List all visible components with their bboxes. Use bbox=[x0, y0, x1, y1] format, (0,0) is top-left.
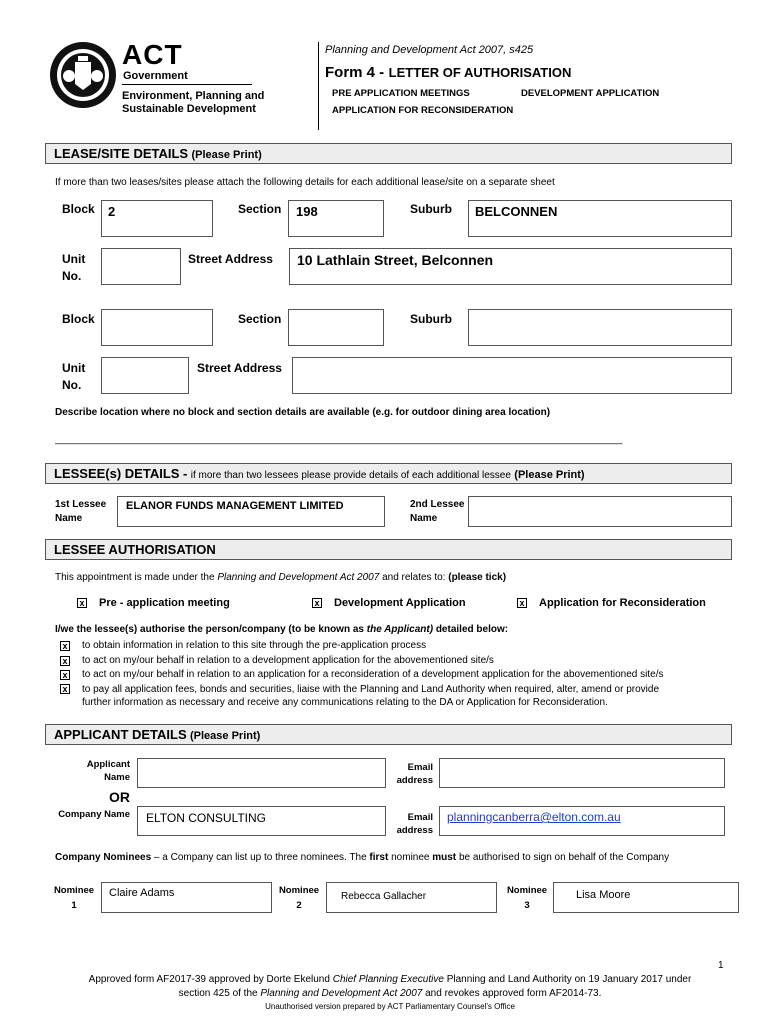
applicant-name-label bbox=[70, 758, 130, 784]
site1-unit-label-2: No. bbox=[62, 269, 82, 283]
nominee-1-name: Claire Adams bbox=[109, 887, 175, 899]
email-label-2 bbox=[390, 811, 433, 837]
nominee-1-field[interactable] bbox=[101, 882, 272, 913]
nominee-3-label bbox=[505, 883, 549, 913]
nominee-2-number: 2 bbox=[296, 900, 302, 911]
site1-street-field[interactable] bbox=[289, 248, 732, 285]
site2-unit-field[interactable] bbox=[101, 357, 189, 394]
applicant-section-title: APPLICANT DETAILS bbox=[54, 727, 187, 742]
authority-item-4-continued: further information as necessary and receive any communications relating to the DA or Application for Reconsideration. bbox=[82, 697, 608, 708]
nominee-2-name: Rebecca Gallacher bbox=[341, 891, 427, 902]
development-checkbox[interactable]: x bbox=[312, 598, 322, 608]
first-lessee-field[interactable] bbox=[117, 496, 385, 527]
department-line-1: Environment, Planning and bbox=[122, 90, 265, 102]
site1-street-label: Street Address bbox=[188, 252, 273, 266]
applicant-name-field[interactable] bbox=[137, 758, 386, 788]
first-lessee-label-1: 1st Lessee bbox=[55, 499, 107, 510]
lessee-section-header bbox=[45, 463, 732, 484]
company-name-value: ELTON CONSULTING bbox=[146, 811, 267, 825]
authority-item-3-checkbox[interactable]: x bbox=[60, 670, 70, 680]
site1-block-label: Block bbox=[62, 202, 95, 216]
authority-item-1-checkbox[interactable]: x bbox=[60, 641, 70, 651]
site1-unit-label-1: Unit bbox=[62, 252, 86, 266]
appointment-pre: This appointment is made under the bbox=[55, 572, 215, 583]
applicant-name-label-2: Name bbox=[104, 772, 130, 783]
nominee-3-field[interactable] bbox=[553, 882, 739, 913]
form-heading bbox=[325, 64, 571, 82]
authorisation-section-header bbox=[45, 539, 732, 560]
site2-block-field[interactable] bbox=[101, 309, 213, 346]
authorise-post: detailed below: bbox=[435, 624, 509, 635]
lease-instruction: If more than two leases/sites please attach the following details for each additional lease/site on a separate sheet bbox=[55, 177, 555, 188]
applicant-section-subtitle: (Please Print) bbox=[190, 730, 261, 742]
authorise-pre: I/we the lessee(s) authorise the person/company (to be known as bbox=[55, 624, 364, 635]
approval-text-1: Approved form AF2017-39 approved by Dorte Ekelund bbox=[88, 974, 330, 985]
form-title: LETTER OF AUTHORISATION bbox=[388, 65, 572, 80]
first-lessee-value: ELANOR FUNDS MANAGEMENT LIMITED bbox=[126, 500, 344, 512]
describe-location-label: Describe location where no block and section details are available (e.g. for outdoor dining area location) bbox=[55, 407, 551, 418]
logo-act-text: ACT bbox=[122, 39, 183, 70]
site1-block-field[interactable] bbox=[101, 200, 213, 237]
authority-item-1: to obtain information in relation to this site through the pre-application process bbox=[82, 640, 427, 651]
reconsideration-label: Application for Reconsideration bbox=[539, 597, 706, 609]
approval-text-2: Planning and Land Authority on 19 January 2017 under bbox=[446, 974, 692, 985]
lease-section-header bbox=[45, 143, 732, 164]
authority-item-3: to act on my/our behalf in relation to an application for a reconsideration of a development application for the abovementioned site/s bbox=[82, 669, 664, 680]
email-label-1-line-2: address bbox=[396, 775, 433, 786]
option-reconsideration: APPLICATION FOR RECONSIDERATION bbox=[332, 105, 514, 116]
company-email-field[interactable] bbox=[439, 806, 725, 836]
header-divider bbox=[318, 42, 319, 130]
unauthorised-notice: Unauthorised version prepared by ACT Parliamentary Counsel's Office bbox=[265, 1002, 515, 1011]
authority-item-2: to act on my/our behalf in relation to a development application for the abovementioned site/s bbox=[82, 655, 494, 666]
logo-divider bbox=[122, 84, 252, 85]
email-label-1 bbox=[390, 761, 433, 787]
site1-suburb-field[interactable] bbox=[468, 200, 732, 237]
reconsideration-checkbox[interactable]: x bbox=[517, 598, 527, 608]
site1-suburb-label: Suburb bbox=[410, 202, 452, 216]
authority-item-2-checkbox[interactable]: x bbox=[60, 656, 70, 666]
nominee-2-label bbox=[277, 883, 321, 913]
nominee-3-name: Lisa Moore bbox=[576, 889, 631, 901]
applicant-section-header bbox=[45, 724, 732, 745]
department-line-2: Sustainable Development bbox=[122, 103, 256, 115]
nominee-2-label-text: Nominee bbox=[278, 885, 320, 896]
authority-item-4-checkbox[interactable]: x bbox=[60, 684, 70, 694]
email-label-2-line-2: address bbox=[396, 825, 433, 836]
site2-section-field[interactable] bbox=[288, 309, 384, 346]
nominees-text-1: – a Company can list up to three nominees. The bbox=[153, 852, 367, 863]
site1-suburb-value: BELCONNEN bbox=[475, 204, 558, 219]
approval-act: Planning and Development Act 2007 bbox=[260, 988, 423, 999]
authorise-statement bbox=[55, 624, 508, 635]
pre-application-label: Pre - application meeting bbox=[99, 597, 230, 609]
nominees-must: must bbox=[432, 852, 457, 863]
appointment-act: Planning and Development Act 2007 bbox=[217, 572, 380, 583]
lease-section-title: LEASE/SITE DETAILS bbox=[54, 146, 189, 161]
site2-street-field[interactable] bbox=[292, 357, 732, 394]
site1-section-label: Section bbox=[238, 202, 282, 216]
nominee-3-label-text: Nominee bbox=[506, 885, 548, 896]
nominee-3-number: 3 bbox=[524, 900, 530, 911]
applicant-email-field[interactable] bbox=[439, 758, 725, 788]
nominees-text-2: nominee bbox=[391, 852, 430, 863]
development-label: Development Application bbox=[334, 597, 466, 609]
second-lessee-field[interactable] bbox=[468, 496, 732, 527]
site2-suburb-field[interactable] bbox=[468, 309, 732, 346]
authority-item-4: to pay all application fees, bonds and securities, liaise with the Planning and Land Authority when required, alter, amend or provide bbox=[82, 684, 660, 695]
site2-block-label: Block bbox=[62, 312, 95, 326]
site2-suburb-label: Suburb bbox=[410, 312, 452, 326]
logo-government-text: Government bbox=[123, 70, 188, 82]
approval-role: Chief Planning Executive bbox=[332, 974, 444, 985]
first-lessee-label bbox=[55, 498, 106, 526]
option-pre-application: PRE APPLICATION MEETINGS bbox=[332, 88, 470, 99]
company-email-value[interactable]: planningcanberra@elton.com.au bbox=[447, 810, 621, 824]
nominees-heading: Company Nominees bbox=[55, 852, 152, 863]
approval-line-2 bbox=[40, 988, 740, 999]
act-government-logo bbox=[50, 42, 116, 108]
applicant-name-label-1: Applicant bbox=[86, 759, 130, 770]
describe-location-line[interactable]: ______________________________________________________________________________________________________ bbox=[55, 434, 623, 445]
site1-street-value: 10 Lathlain Street, Belconnen bbox=[297, 252, 494, 268]
nominees-text-3: be authorised to sign on behalf of the Company bbox=[458, 852, 670, 863]
site2-unit-label-2: No. bbox=[62, 378, 82, 392]
second-lessee-label-2: Name bbox=[410, 513, 438, 524]
appointment-post: and relates to: bbox=[382, 572, 446, 583]
site1-block-value: 2 bbox=[108, 204, 116, 219]
option-development: DEVELOPMENT APPLICATION bbox=[521, 88, 660, 99]
email-label-1-line-1: Email bbox=[407, 762, 433, 773]
coat-of-arms-icon bbox=[50, 42, 116, 108]
nominee-1-label bbox=[52, 883, 96, 913]
site1-unit-field[interactable] bbox=[101, 248, 181, 285]
site1-section-field[interactable] bbox=[288, 200, 384, 237]
site1-unit-label bbox=[62, 251, 85, 285]
site2-street-label: Street Address bbox=[197, 361, 282, 375]
email-label-2-line-1: Email bbox=[407, 812, 433, 823]
company-name-field[interactable] bbox=[137, 806, 386, 836]
site2-section-label: Section bbox=[238, 312, 282, 326]
first-lessee-label-2: Name bbox=[55, 513, 83, 524]
act-reference: Planning and Development Act 2007, s425 bbox=[325, 44, 534, 56]
pre-application-checkbox[interactable]: x bbox=[77, 598, 87, 608]
appointment-tick: (please tick) bbox=[448, 572, 507, 583]
page-number: 1 bbox=[718, 960, 724, 971]
second-lessee-label-1: 2nd Lessee bbox=[410, 499, 465, 510]
lessee-section-note: if more than two lessees please provide details of each additional lessee bbox=[190, 470, 511, 481]
lessee-section-subtitle: (Please Print) bbox=[514, 469, 585, 481]
company-name-label: Company Name bbox=[58, 809, 130, 820]
approval-text-4: and revokes approved form AF2014-73. bbox=[425, 988, 602, 999]
site2-unit-label-1: Unit bbox=[62, 361, 86, 375]
second-lessee-label bbox=[410, 498, 464, 526]
form-number: Form 4 - bbox=[325, 64, 385, 81]
approval-text-3: section 425 of the bbox=[178, 988, 258, 999]
nominees-first: first bbox=[369, 852, 389, 863]
nominee-1-label-text: Nominee bbox=[53, 885, 95, 896]
site2-unit-label bbox=[62, 360, 85, 394]
approval-line-1 bbox=[40, 974, 740, 985]
nominees-statement bbox=[55, 852, 669, 863]
or-divider-text: OR bbox=[109, 789, 130, 805]
nominee-2-field[interactable] bbox=[326, 882, 497, 913]
authorisation-section-title: LESSEE AUTHORISATION bbox=[54, 542, 216, 557]
appointment-statement bbox=[55, 572, 506, 583]
lease-section-subtitle: (Please Print) bbox=[191, 149, 262, 161]
lessee-section-title: LESSEE(s) DETAILS - bbox=[54, 466, 188, 481]
nominee-1-number: 1 bbox=[71, 900, 77, 911]
site1-section-value: 198 bbox=[296, 204, 318, 219]
authorise-applicant: the Applicant) bbox=[366, 624, 434, 635]
